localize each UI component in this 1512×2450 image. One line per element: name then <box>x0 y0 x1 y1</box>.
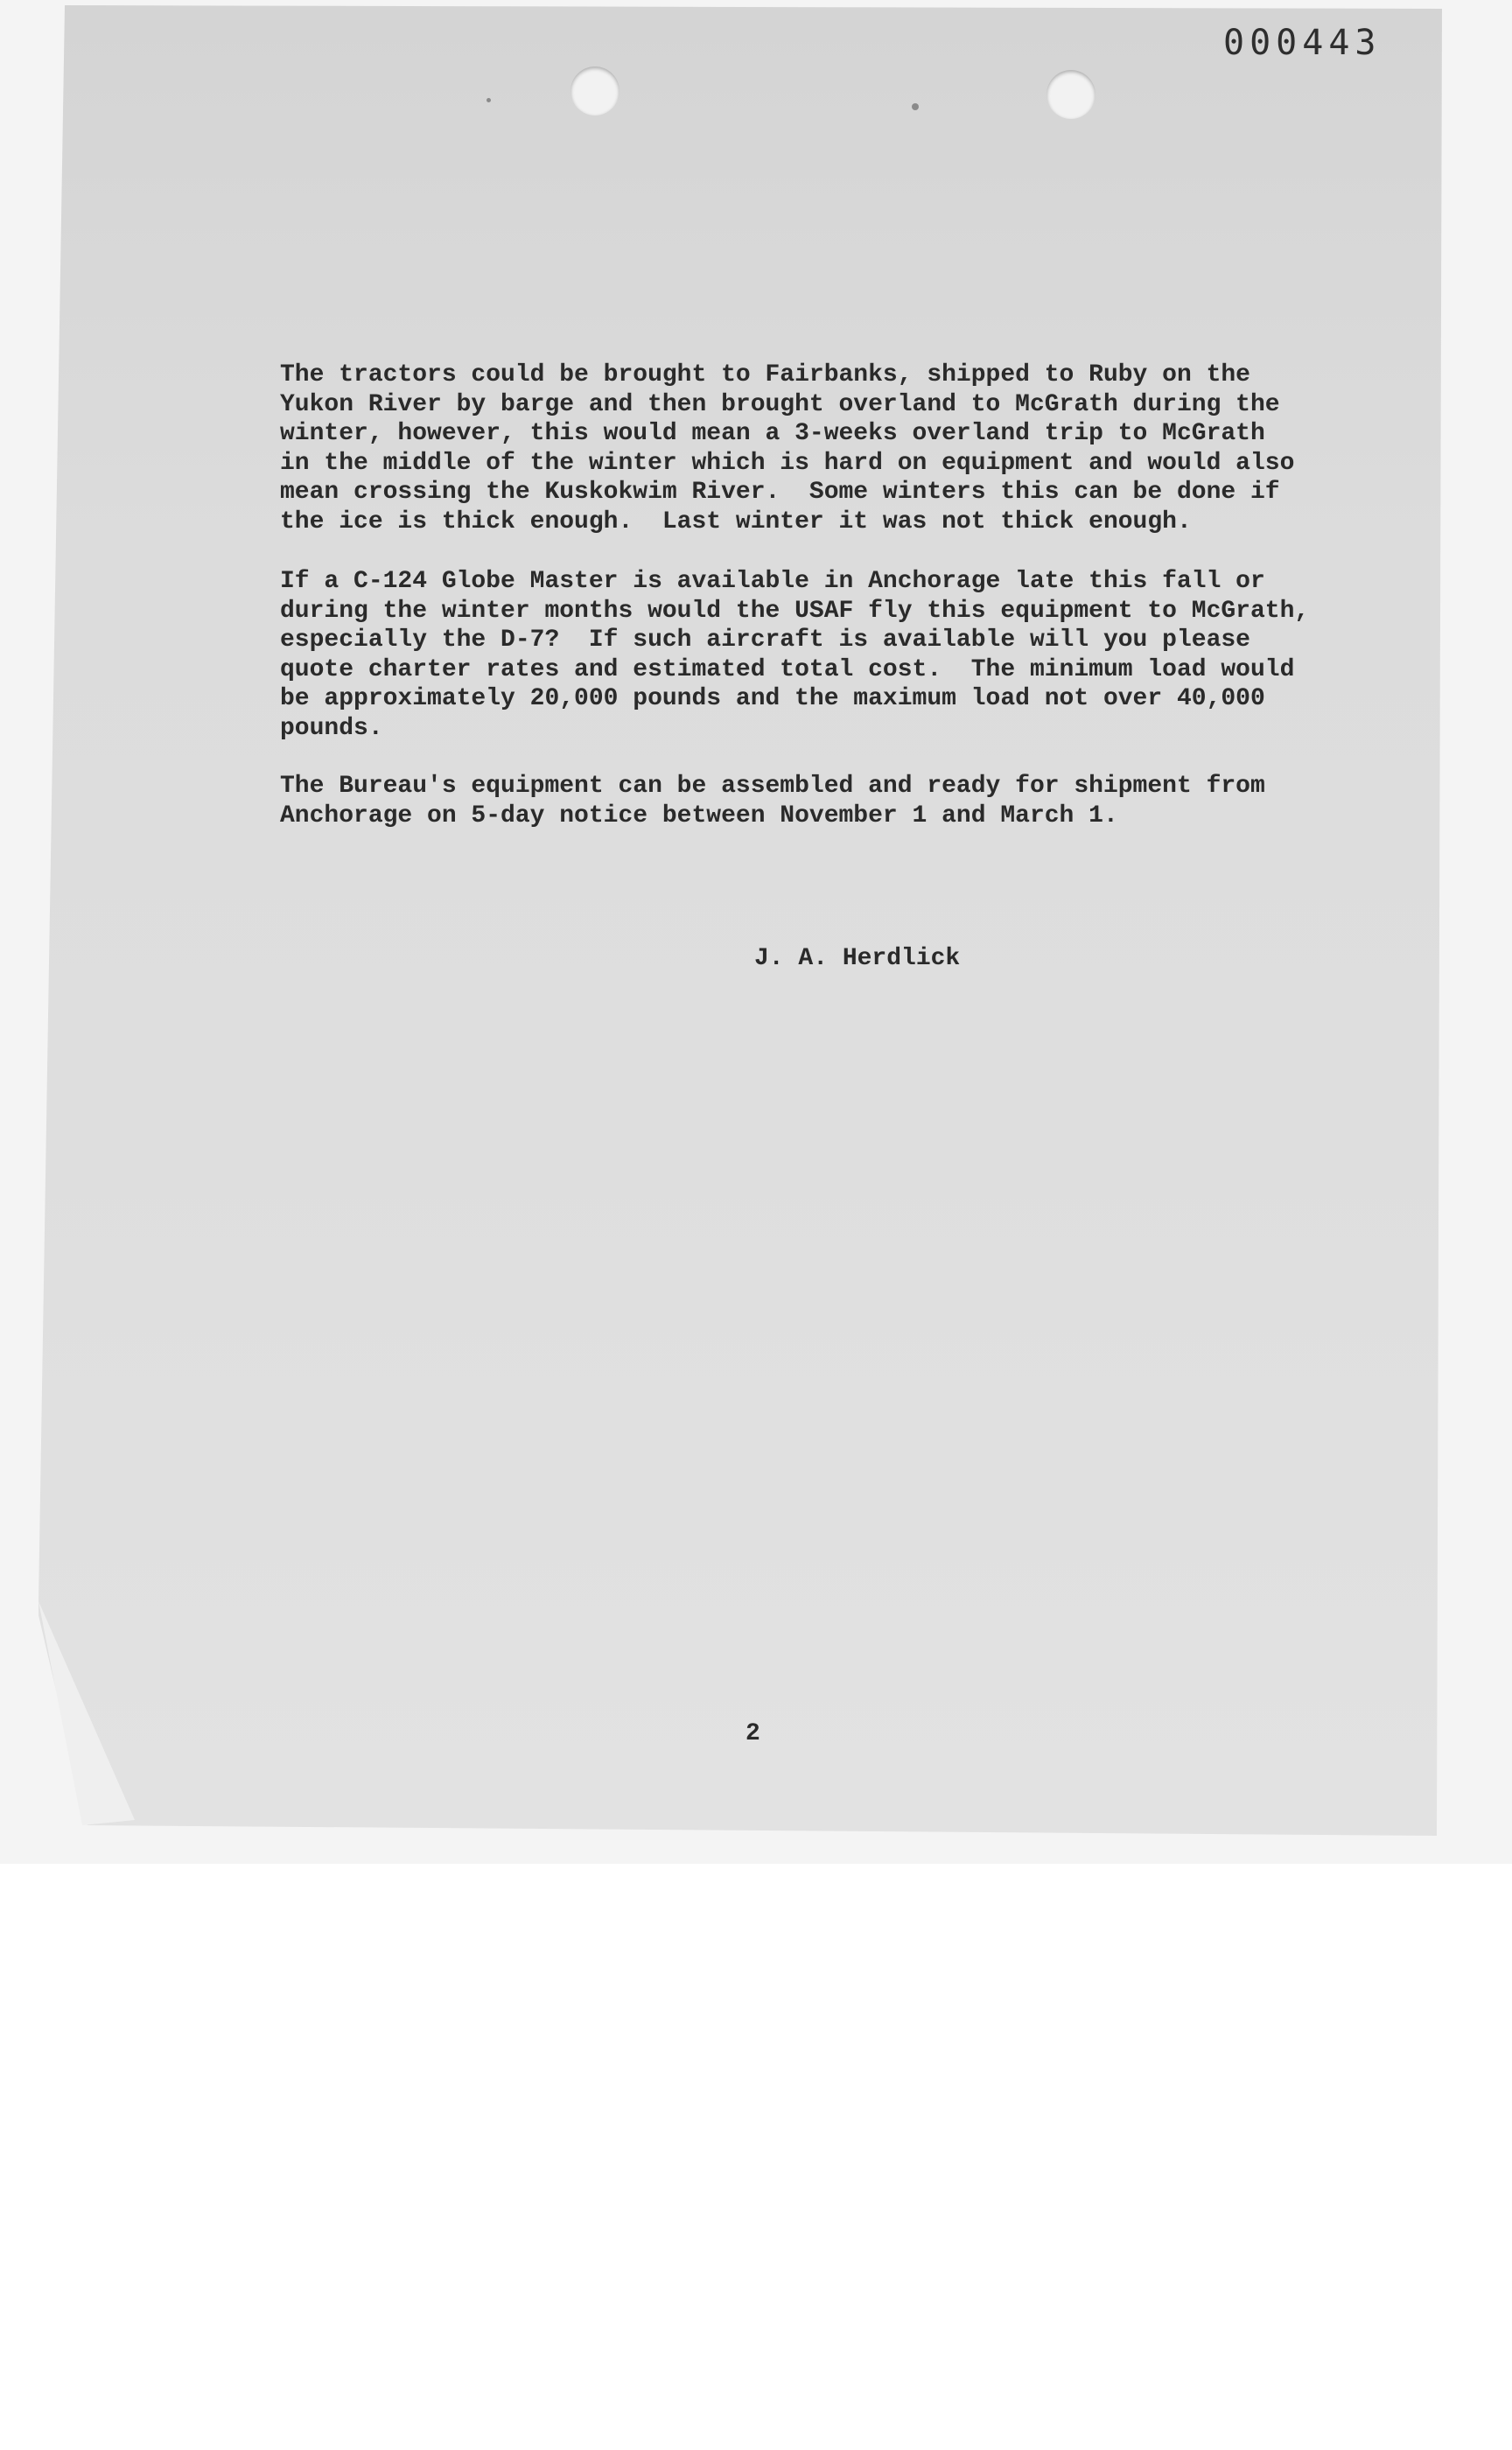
document-stamp-number: 000443 <box>1223 23 1382 63</box>
signature-line: J. A. Herdlick <box>754 945 961 972</box>
document-page <box>38 5 1442 1836</box>
page-number: 2 <box>746 1720 760 1747</box>
paragraph-equipment: The Bureau's equipment can be assembled and ready for shipment from Anchorage on 5-day notice between November 1 and March 1. <box>280 773 1265 830</box>
ink-speck <box>486 98 491 102</box>
punch-hole-right <box>1046 70 1096 119</box>
punch-hole-left <box>570 66 620 116</box>
ink-smudge <box>912 103 919 110</box>
paragraph-aircraft: If a C-124 Globe Master is available in Anchorage late this fall or during the winter months would the USAF fly this equipment to McGrath, especially the D-7? If such aircraft is available will you please quote charter rates and estimated total cost. The minimum load would be approximately 20,000 pounds and the maximum load not over 40,000 pounds. <box>280 568 1310 742</box>
paragraph-tractors: The tractors could be brought to Fairbanks, shipped to Ruby on the Yukon River by barge and then brought overland to McGrath during the winter, however, this would mean a 3-weeks overland trip to McGrath in the middle of the winter which is hard on equipment and would also mean crossing the Kuskokwim River. Some winters this can be done if the ice is thick enough. Last winter it was not thick enough. <box>280 361 1295 536</box>
